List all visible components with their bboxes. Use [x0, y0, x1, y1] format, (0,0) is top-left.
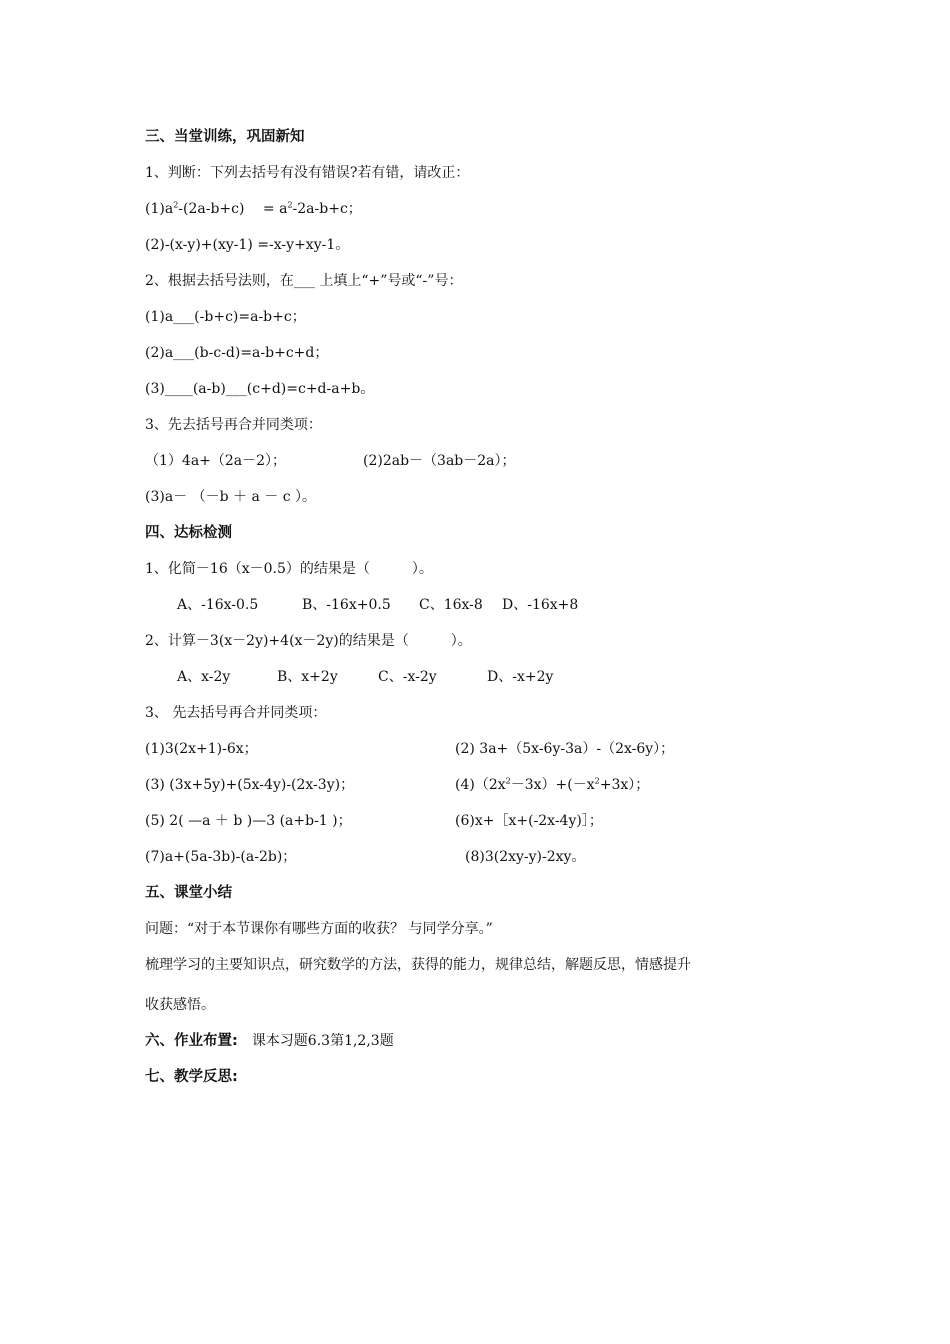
check-3-prompt: 3、 先去括号再合并同类项：: [145, 705, 327, 721]
exercise-1-prompt: 1、判断：下列去括号有没有错误?若有错，请改正：: [145, 165, 470, 181]
check-1-prompt: 1、化简－16（x－0.5）的结果是（ ）。: [145, 561, 433, 577]
homework-text: 课本习题6.3第1,2,3题: [251, 1033, 394, 1049]
option-c: C、16x-8: [419, 597, 483, 613]
section-3-heading: 三、当堂训练，巩固新知: [145, 129, 305, 145]
check-3-problem-2: (2) 3a+（5x-6y-3a）-（2x-6y）；: [455, 741, 675, 757]
section-7-heading: 七、教学反思:: [145, 1069, 238, 1085]
section-5-heading: 五、课堂小结: [145, 885, 232, 901]
section-4-heading: 四、达标检测: [145, 525, 232, 541]
exercise-2-item-3: (3)____(a-b)___(c+d)=c+d-a+b。: [145, 381, 375, 397]
text-part: －3x）+(－x: [510, 777, 595, 793]
exercise-2-item-1: (1)a___(-b+c)=a-b+c；: [145, 309, 306, 325]
text-part: -(2a-b+c) = a: [178, 201, 288, 217]
exercise-1-item-2: (2)-(x-y)+(xy-1) =-x-y+xy-1。: [145, 237, 350, 253]
exercise-2-item-2: (2)a___(b-c-d)=a-b+c+d；: [145, 345, 329, 361]
text-part: (4)（2x: [455, 777, 506, 793]
superscript: 2: [594, 776, 600, 786]
exercise-1-item-1: [145, 199, 362, 219]
text-part: (1)a: [145, 201, 174, 217]
section-6-heading: 六、作业布置:: [145, 1033, 238, 1049]
option-c: C、-x-2y: [378, 669, 437, 685]
superscript: 2: [287, 200, 293, 210]
exercise-3-prompt: 3、先去括号再合并同类项：: [145, 417, 322, 433]
check-3-problem-3: (3) (3x+5y)+(5x-4y)-(2x-3y)；: [145, 777, 355, 793]
check-3-problem-8: (8)3(2xy-y)-2xy。: [465, 849, 586, 865]
check-2-options: [177, 667, 553, 687]
text-part: -2a-b+c；: [292, 201, 362, 217]
summary-question: 问题：“对于本节课你有哪些方面的收获？ 与同学分享。”: [145, 921, 493, 937]
exercise-3-item-2: (2)2ab－（3ab－2a）；: [363, 453, 516, 469]
check-1-options: [177, 595, 578, 615]
option-d: D、-16x+8: [502, 597, 579, 613]
text-part: +3x）；: [599, 777, 650, 793]
check-3-problem-4: [455, 775, 649, 795]
option-b: B、x+2y: [277, 669, 338, 685]
homework-line: [145, 1031, 394, 1051]
exercise-2-prompt: 2、根据去括号法则，在___ 上填上“+”号或“-”号：: [145, 273, 463, 289]
check-3-problem-1: (1)3(2x+1)-6x；: [145, 741, 258, 757]
option-a: A、x-2y: [177, 669, 231, 685]
summary-paragraph-line-1: 梳理学习的主要知识点，研究数学的方法，获得的能力，规律总结，解题反思，情感提升: [145, 957, 691, 973]
check-3-problem-5: (5) 2( —a ＋ b )—3 (a+b-1 )；: [145, 813, 352, 829]
check-3-problem-7: (7)a+(5a-3b)-(a-2b)；: [145, 849, 297, 865]
exercise-3-item-3: (3)a－ （－b ＋ a － c ）。: [145, 489, 317, 505]
superscript: 2: [173, 200, 179, 210]
summary-paragraph-line-2: 收获感悟。: [145, 997, 215, 1013]
superscript: 2: [505, 776, 511, 786]
exercise-3-item-1: （1）4a+（2a－2）；: [145, 453, 287, 469]
check-3-problem-6: (6)x+［x+(-2x-4y)］；: [455, 813, 603, 829]
option-d: D、-x+2y: [487, 669, 554, 685]
option-a: A、-16x-0.5: [177, 597, 259, 613]
check-2-prompt: 2、计算－3(x－2y)+4(x－2y)的结果是（ ）。: [145, 633, 472, 649]
option-b: B、-16x+0.5: [302, 597, 391, 613]
